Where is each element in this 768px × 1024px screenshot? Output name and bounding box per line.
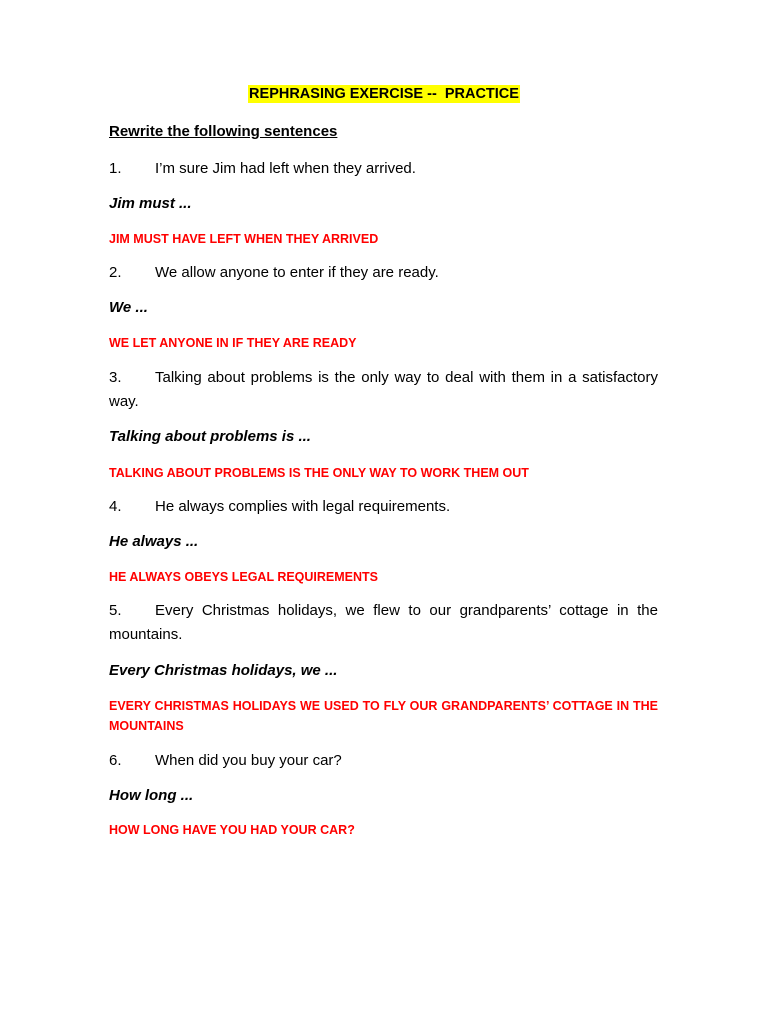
- exercise-6-text: When did you buy your car?: [155, 752, 342, 769]
- exercise-6-sentence: [109, 749, 658, 773]
- exercise-5-sentence: [109, 599, 658, 647]
- exercise-3-answer: TALKING ABOUT PROBLEMS IS THE ONLY WAY TO WORK THEM OUT: [109, 466, 529, 480]
- exercise-1-text: I’m sure Jim had left when they arrived.: [155, 160, 416, 177]
- exercise-6-prompt: How long ...: [109, 787, 194, 804]
- exercise-4-number: 4.: [109, 498, 122, 515]
- exercise-3-sentence: [109, 366, 658, 414]
- exercise-5-text: Every Christmas holidays, we flew to our grandparents’ cottage in the mountains.: [109, 602, 658, 643]
- exercise-2-sentence: [109, 261, 658, 285]
- exercise-6-answer: HOW LONG HAVE YOU HAD YOUR CAR?: [109, 823, 355, 837]
- exercise-5-number: 5.: [109, 602, 122, 619]
- page-title: [0, 86, 768, 102]
- exercise-4-sentence: [109, 495, 658, 519]
- exercise-4-text: He always complies with legal requirements.: [155, 498, 451, 515]
- exercise-1-sentence: [109, 157, 658, 181]
- exercise-1-number: 1.: [109, 160, 122, 177]
- exercise-1-answer: JIM MUST HAVE LEFT WHEN THEY ARRIVED: [109, 232, 379, 246]
- exercise-4-prompt: He always ...: [109, 533, 199, 550]
- exercise-3-text: Talking about problems is the only way to deal with them in a satisfactory way.: [109, 369, 658, 410]
- exercise-5-answer: EVERY CHRISTMAS HOLIDAYS WE USED TO FLY OUR GRANDPARENTS’ COTTAGE IN THE MOUNTAINS: [109, 699, 658, 733]
- title-highlight: REPHRASING EXERCISE -- PRACTICE: [249, 86, 519, 102]
- exercise-2-text: We allow anyone to enter if they are ready.: [155, 264, 439, 281]
- exercise-4-answer: HE ALWAYS OBEYS LEGAL REQUIREMENTS: [109, 570, 379, 584]
- exercise-3-number: 3.: [109, 369, 122, 386]
- exercise-5-prompt: Every Christmas holidays, we ...: [109, 662, 338, 679]
- exercise-2-prompt: We ...: [109, 299, 148, 316]
- exercise-3-prompt: Talking about problems is ...: [109, 428, 311, 445]
- exercise-1-prompt: Jim must ...: [109, 195, 192, 212]
- exercise-6-number: 6.: [109, 752, 122, 769]
- exercise-2-answer: WE LET ANYONE IN IF THEY ARE READY: [109, 336, 357, 350]
- instruction-heading: Rewrite the following sentences: [109, 123, 338, 140]
- exercise-2-number: 2.: [109, 264, 122, 281]
